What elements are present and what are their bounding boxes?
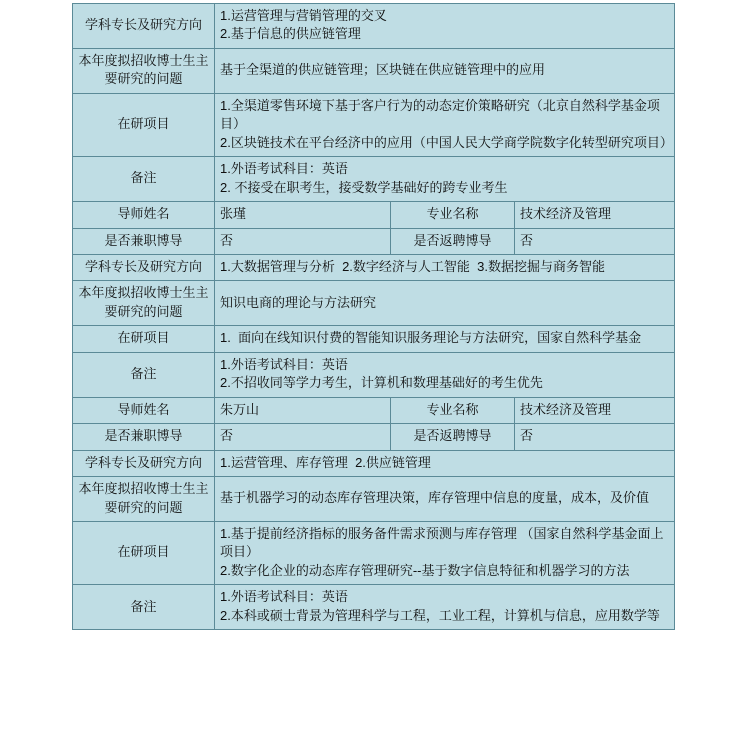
row-label: 备注 bbox=[73, 157, 215, 202]
table-row bbox=[73, 521, 675, 584]
document-page bbox=[0, 3, 753, 748]
row-value: 知识电商的理论与方法研究 bbox=[215, 281, 675, 326]
table-row bbox=[73, 254, 675, 280]
row-value: 基于机器学习的动态库存管理决策，库存管理中信息的度量，成本，及价值 bbox=[215, 477, 675, 522]
table-row bbox=[73, 93, 675, 156]
row-value: 1.大数据管理与分析 2.数字经济与人工智能 3.数据挖掘与商务智能 bbox=[215, 254, 675, 280]
row-label: 本年度拟招收博士生主要研究的问题 bbox=[73, 48, 215, 93]
row-label: 在研项目 bbox=[73, 521, 215, 584]
row-label-advisor-name: 导师姓名 bbox=[73, 397, 215, 423]
row-label-rehired: 是否返聘博导 bbox=[391, 228, 515, 254]
row-value-major-name: 技术经济及管理 bbox=[515, 397, 675, 423]
row-value: 1.外语考试科目：英语 2. 不接受在职考生，接受数学基础好的跨专业考生 bbox=[215, 157, 675, 202]
row-value-advisor-name: 朱万山 bbox=[215, 397, 391, 423]
row-value-major-name: 技术经济及管理 bbox=[515, 202, 675, 228]
table-row bbox=[73, 228, 675, 254]
row-label: 备注 bbox=[73, 585, 215, 630]
row-label-parttime: 是否兼职博导 bbox=[73, 424, 215, 450]
table-row bbox=[73, 157, 675, 202]
row-label: 本年度拟招收博士生主要研究的问题 bbox=[73, 281, 215, 326]
row-value: 1.外语考试科目：英语 2.本科或硕士背景为管理科学与工程，工业工程，计算机与信息，应用数学等 bbox=[215, 585, 675, 630]
advisor-admission-table bbox=[72, 3, 675, 630]
row-value: 1.运营管理、库存管理 2.供应链管理 bbox=[215, 450, 675, 476]
row-value-advisor-name: 张瑾 bbox=[215, 202, 391, 228]
table-row bbox=[73, 48, 675, 93]
row-label-parttime: 是否兼职博导 bbox=[73, 228, 215, 254]
table-row bbox=[73, 202, 675, 228]
row-value: 基于全渠道的供应链管理；区块链在供应链管理中的应用 bbox=[215, 48, 675, 93]
table-row bbox=[73, 4, 675, 49]
row-label: 学科专长及研究方向 bbox=[73, 254, 215, 280]
row-value: 1. 面向在线知识付费的智能知识服务理论与方法研究，国家自然科学基金 bbox=[215, 326, 675, 352]
table-row bbox=[73, 450, 675, 476]
row-value: 1.全渠道零售环境下基于客户行为的动态定价策略研究（北京自然科学基金项目） 2.区块链技术在平台经济中的应用（中国人民大学商学院数字化转型研究项目） bbox=[215, 93, 675, 156]
table-row bbox=[73, 477, 675, 522]
row-label-major-name: 专业名称 bbox=[391, 202, 515, 228]
row-label: 学科专长及研究方向 bbox=[73, 450, 215, 476]
row-label: 本年度拟招收博士生主要研究的问题 bbox=[73, 477, 215, 522]
row-value: 1.运营管理与营销管理的交叉 2.基于信息的供应链管理 bbox=[215, 4, 675, 49]
row-label: 在研项目 bbox=[73, 326, 215, 352]
row-label-rehired: 是否返聘博导 bbox=[391, 424, 515, 450]
row-value-parttime: 否 bbox=[215, 228, 391, 254]
row-value-rehired: 否 bbox=[515, 228, 675, 254]
table-row bbox=[73, 397, 675, 423]
table-row bbox=[73, 326, 675, 352]
row-value-rehired: 否 bbox=[515, 424, 675, 450]
table-row bbox=[73, 352, 675, 397]
row-value-parttime: 否 bbox=[215, 424, 391, 450]
row-label: 学科专长及研究方向 bbox=[73, 4, 215, 49]
row-value: 1.外语考试科目：英语 2.不招收同等学力考生，计算机和数理基础好的考生优先 bbox=[215, 352, 675, 397]
table-row bbox=[73, 281, 675, 326]
row-label: 备注 bbox=[73, 352, 215, 397]
table-row bbox=[73, 424, 675, 450]
table-body bbox=[73, 4, 675, 630]
table-row bbox=[73, 585, 675, 630]
row-label: 在研项目 bbox=[73, 93, 215, 156]
row-label-major-name: 专业名称 bbox=[391, 397, 515, 423]
row-value: 1.基于提前经济指标的服务备件需求预测与库存管理 （国家自然科学基金面上项目） 2.数字化企业的动态库存管理研究--基于数字信息特征和机器学习的方法 bbox=[215, 521, 675, 584]
row-label-advisor-name: 导师姓名 bbox=[73, 202, 215, 228]
